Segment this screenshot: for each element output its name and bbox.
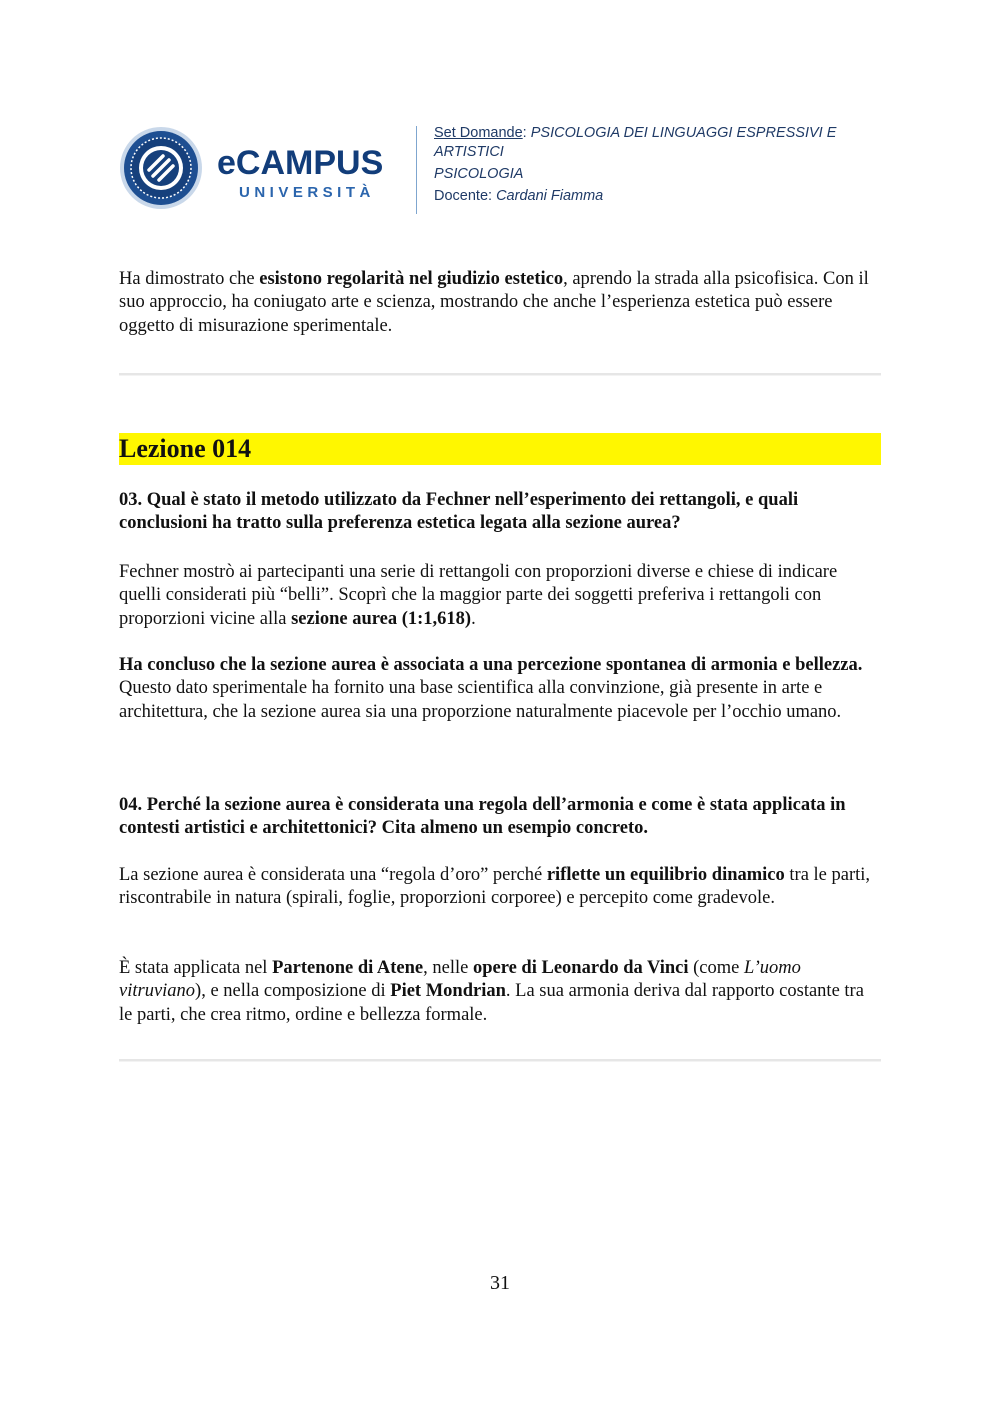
document-header	[119, 120, 881, 220]
logo-main-text: eCAMPUS	[217, 144, 384, 182]
answer-03-paragraph-1	[119, 561, 881, 631]
section-divider-bottom	[119, 1059, 881, 1062]
answer-03-paragraph-2	[119, 654, 881, 724]
answer-04-text-2: tra le parti, riscontrabile in natura (spirali, foglie, proporzioni corporee) e percepito come gradevole.	[119, 865, 871, 909]
answer-04-p2-bold-2: opere di Leonardo da Vinci	[472, 958, 689, 978]
answer-04-p2-text-4: ), e nella composizione di	[195, 981, 391, 1002]
answer-04-paragraph-2	[119, 957, 881, 1027]
answer-03-explanation: Questo dato sperimentale ha fornito una base scientifica alla convinzione, già presente in arte e architettura, che la sezione aurea sia una proporzione naturalmente piacevole per l’occhio umano.	[119, 678, 842, 722]
answer-04-paragraph-1	[119, 864, 881, 911]
docente-line	[434, 187, 884, 206]
set-value-2: ARTISTICI	[434, 144, 504, 160]
answer-04-p2-text-5: . La sua armonia deriva dal rapporto costante tra le parti, che crea ritmo, ordine e bellezza formale.	[119, 981, 864, 1025]
set-label: Set Domande	[434, 125, 523, 141]
question-03	[119, 489, 881, 536]
answer-03-text-1: Fechner mostrò ai partecipanti una serie di rettangoli con proporzioni diverse e chiese di indicare quelli considerati più “belli”. Scoprì che la maggior parte dei soggetti preferiva i rettangoli con proporzioni vicine alla	[119, 562, 838, 629]
header-divider	[416, 126, 417, 214]
question-03-text: 03. Qual è stato il metodo utilizzato da Fechner nell’esperimento dei rettangoli, e quali conclusioni ha tratto sulla preferenza estetica legata alla sezione aurea?	[119, 490, 799, 534]
question-04-text: 04. Perché la sezione aurea è considerata una regola dell’armonia e come è stata applicata in contesti artistici e architettonici? Cita almeno un esempio concreto.	[119, 795, 846, 839]
intro-text-1: Ha dimostrato che	[119, 269, 260, 289]
ecampus-wordmark	[217, 144, 407, 204]
answer-04-p2-text-3: (come	[688, 958, 744, 978]
intro-paragraph	[119, 268, 881, 338]
set-line-2	[434, 143, 884, 162]
course-line	[434, 165, 884, 184]
answer-03-text-2: .	[471, 608, 476, 629]
set-value: PSICOLOGIA DEI LINGUAGGI ESPRESSIVI E	[530, 125, 837, 141]
lesson-heading	[119, 433, 881, 465]
question-04	[119, 794, 881, 841]
answer-04-p2-bold-3: Piet Mondrian	[390, 981, 506, 1002]
ecampus-emblem-icon	[119, 126, 203, 210]
page-number: 31	[490, 1272, 510, 1294]
answer-04-text-1: La sezione aurea è considerata una “regola d’oro” perché	[119, 865, 547, 885]
answer-03-bold-1: sezione aurea (1:1,618)	[291, 608, 472, 629]
answer-04-p2-italic-1: L’uomo vitruviano	[119, 958, 801, 1002]
answer-04-p2-text-1: È stata applicata nel	[119, 958, 273, 978]
header-info	[434, 124, 884, 206]
answer-04-p2-text-2: , nelle	[423, 958, 473, 978]
answer-04-bold-1: riflette un equilibrio dinamico	[546, 865, 785, 885]
intro-text-2: , aprendo la strada alla psicofisica. Con il suo approccio, ha coniugato arte e scienza, mostrando che anche l’esperienza estetica può essere oggetto di misurazione sperimentale.	[119, 269, 869, 336]
docente-value: Cardani Fiamma	[496, 188, 604, 204]
lesson-title: Lezione 014	[119, 434, 252, 463]
logo-sub-text: UNIVERSITÀ	[239, 184, 375, 201]
section-divider-top	[119, 373, 881, 376]
course-name: PSICOLOGIA	[434, 166, 524, 182]
answer-03-conclusion: Ha concluso che la sezione aurea è associata a una percezione spontanea di armonia e bellezza.	[119, 655, 863, 675]
set-line: Set Domande: PSICOLOGIA DEI LINGUAGGI ESPRESSIVI E	[434, 125, 837, 141]
intro-bold-1: esistono regolarità nel giudizio estetico	[259, 269, 564, 289]
docente-label: Docente:	[434, 188, 493, 204]
answer-04-p2-bold-1: Partenone di Atene	[272, 958, 424, 978]
